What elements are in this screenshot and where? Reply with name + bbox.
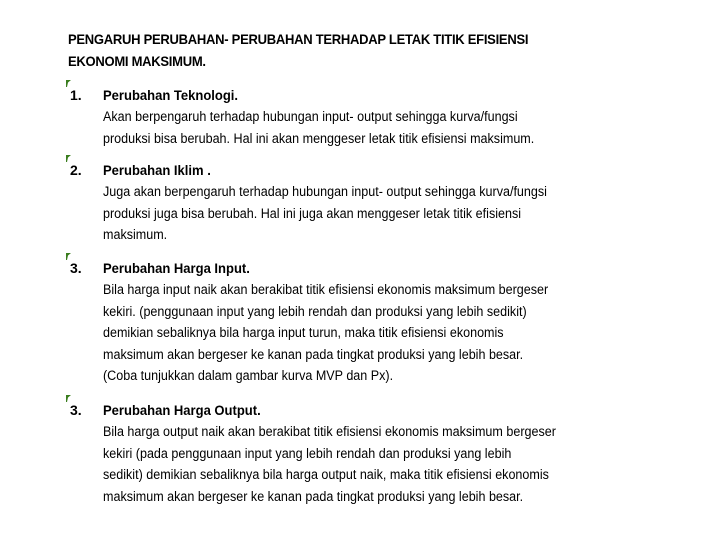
item-heading: Perubahan Iklim . xyxy=(103,162,211,178)
page-title xyxy=(68,28,607,72)
item-body xyxy=(103,258,624,387)
item-text-line: kekiri. (penggunaan input yang lebih rendah dan produksi yang lebih sedikit) xyxy=(103,303,527,319)
item-text-line: maksimum akan bergeser ke kanan pada tingkat produksi yang lebih besar. xyxy=(103,346,524,362)
item-text-line: maksimum. xyxy=(103,227,168,242)
item-text-line: produksi bisa berubah. Hal ini akan menggeser letak titik efisiensi maksimum. xyxy=(103,130,535,146)
item-text-line: maksimum akan bergeser ke kanan pada tingkat produksi yang lebih besar. xyxy=(103,488,524,504)
item-number: 3. xyxy=(70,402,82,418)
item-text-line: Bila harga input naik akan berakibat titik efisiensi ekonomis maksimum bergeser xyxy=(103,282,549,297)
item-text-line: kekiri (pada penggunaan input yang lebih rendah dan produksi yang lebih xyxy=(103,445,512,461)
title-line-2: EKONOMI MAKSIMUM. xyxy=(68,53,206,69)
item-body xyxy=(103,160,624,246)
item-heading: Perubahan Teknologi. xyxy=(103,87,239,103)
item-text-line: Juga akan berpengaruh terhadap hubungan input- output sehingga kurva/fungsi xyxy=(103,184,547,199)
item-text-line: (Coba tunjukkan dalam gambar kurva MVP dan Px). xyxy=(103,368,394,383)
item-heading: Perubahan Harga Output. xyxy=(103,402,261,418)
item-number: 1. xyxy=(70,87,82,103)
item-text-line: produksi juga bisa berubah. Hal ini juga akan menggeser letak titik efisiensi xyxy=(103,205,522,221)
item-body xyxy=(103,85,624,149)
item-text-line: demikian sebaliknya bila harga input turun, maka titik efisiensi ekonomis xyxy=(103,325,504,340)
item-number: 2. xyxy=(70,162,82,178)
title-line-1: PENGARUH PERUBAHAN- PERUBAHAN TERHADAP LETAK TITIK EFISIENSI xyxy=(68,31,529,47)
item-number: 3. xyxy=(70,260,82,276)
item-text-line: Bila harga output naik akan berakibat titik efisiensi ekonomis maksimum bergeser xyxy=(103,424,556,439)
item-text-line: sedikit) demikian sebaliknya bila harga output naik, maka titik efisiensi ekonomis xyxy=(103,467,549,482)
item-text-line: Akan berpengaruh terhadap hubungan input- output sehingga kurva/fungsi xyxy=(103,109,518,124)
item-body xyxy=(103,400,624,507)
item-heading: Perubahan Harga Input. xyxy=(103,260,250,276)
